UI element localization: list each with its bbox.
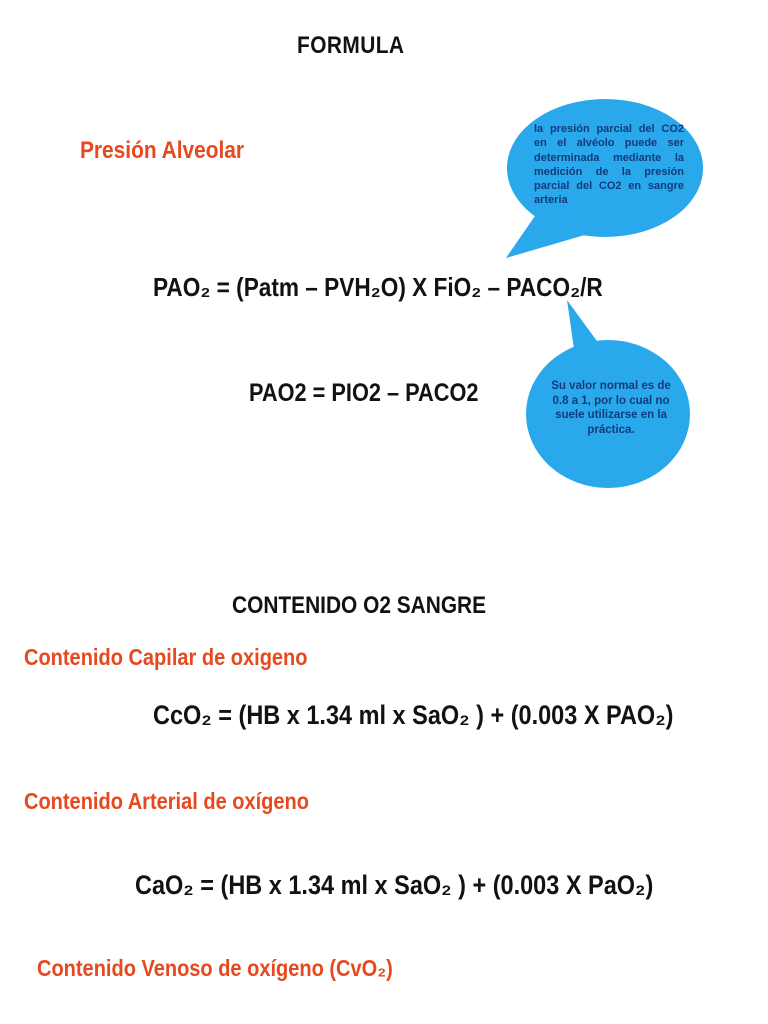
bubble-valor-text: Su valor normal es de 0.8 a 1, por lo cual no suele utilizarse en la práctica. bbox=[551, 380, 671, 436]
formula-contenido-capilar: CcO₂ = (HB x 1.34 ml x SaO₂ ) + (0.003 X PAO₂) bbox=[153, 700, 674, 730]
heading-presion-alveolar: Presión Alveolar bbox=[80, 137, 245, 164]
bubble-co2-text: la presión parcial del CO2 en el alvéolo puede ser determinada mediante la medición de la presión parcial del CO2 en sangre arteria bbox=[534, 123, 684, 207]
formula-alveolar-main: PAO₂ = (Patm – PVH₂O) X FiO₂ – PACO₂/R bbox=[153, 272, 603, 302]
formula-contenido-arterial: CaO₂ = (HB x 1.34 ml x SaO₂ ) + (0.003 X PaO₂) bbox=[135, 870, 654, 900]
label-contenido-capilar: Contenido Capilar de oxigeno bbox=[24, 644, 308, 670]
label-contenido-arterial: Contenido Arterial de oxígeno bbox=[24, 788, 309, 814]
page-title: FORMULA bbox=[297, 32, 405, 59]
label-contenido-venoso: Contenido Venoso de oxígeno (CvO₂) bbox=[37, 955, 393, 981]
formula-alveolar-simple: PAO2 = PIO2 – PACO2 bbox=[249, 379, 479, 407]
heading-contenido-o2: CONTENIDO O2 SANGRE bbox=[232, 592, 487, 619]
